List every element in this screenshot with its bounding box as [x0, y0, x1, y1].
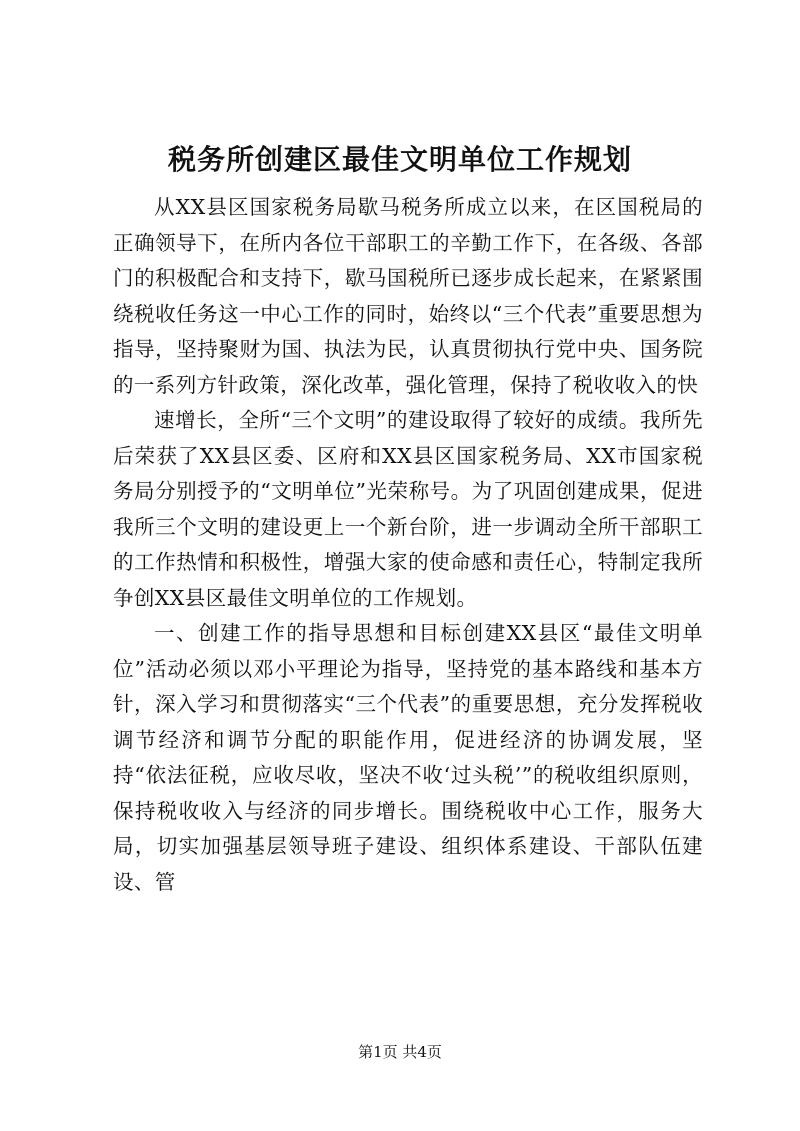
document-title: 税务所创建区最佳文明单位工作规划 — [167, 143, 632, 176]
paragraph-1: 从XX县区国家税务局歇马税务所成立以来，在区国税局的正确领导下，在所内各位干部职工的辛勤工作下，在各级、各部门的积极配合和支持下，歇马国税所已逐步成长起来，在紧紧围绕税收任务这一中心工作的同时，始终以“三个代表”重要思想为指导，坚持聚财为国、执法为民，认真贯彻执行党中央、国务院的一系列方针政策，深化改革，强化管理，保持了税收收入的快 — [113, 195, 703, 397]
page-footer: 第1页 共4页 — [358, 1043, 442, 1061]
paragraph-2: 速增长，全所“三个文明”的建设取得了较好的成绩。我所先后荣获了XX县区委、区府和XX县区国家税务局、XX市国家税务局分别授予的“文明单位”光荣称号。为了巩固创建成果，促进我所三个文明的建设更上一个新台阶，进一步调动全所干部职工的工作热情和积极性，增强大家的使命感和责任心，特制定我所争创XX县区最佳文明单位的工作规划。 — [113, 408, 703, 610]
document-body — [113, 190, 703, 900]
paragraph-3: 一、创建工作的指导思想和目标创建XX县区“最佳文明单位”活动必须以邓小平理论为指导，坚持党的基本路线和基本方针，深入学习和贯彻落实“三个代表”的重要思想，充分发挥税收调节经济和调节分配的职能作用，促进经济的协调发展，坚持“依法征税，应收尽收，坚决不收‘过头税’”的税收组织原则，保持税收收入与经济的同步增长。围绕税收中心工作，服务大局，切实加强基层领导班子建设、组织体系建设、干部队伍建设、管 — [113, 621, 703, 894]
